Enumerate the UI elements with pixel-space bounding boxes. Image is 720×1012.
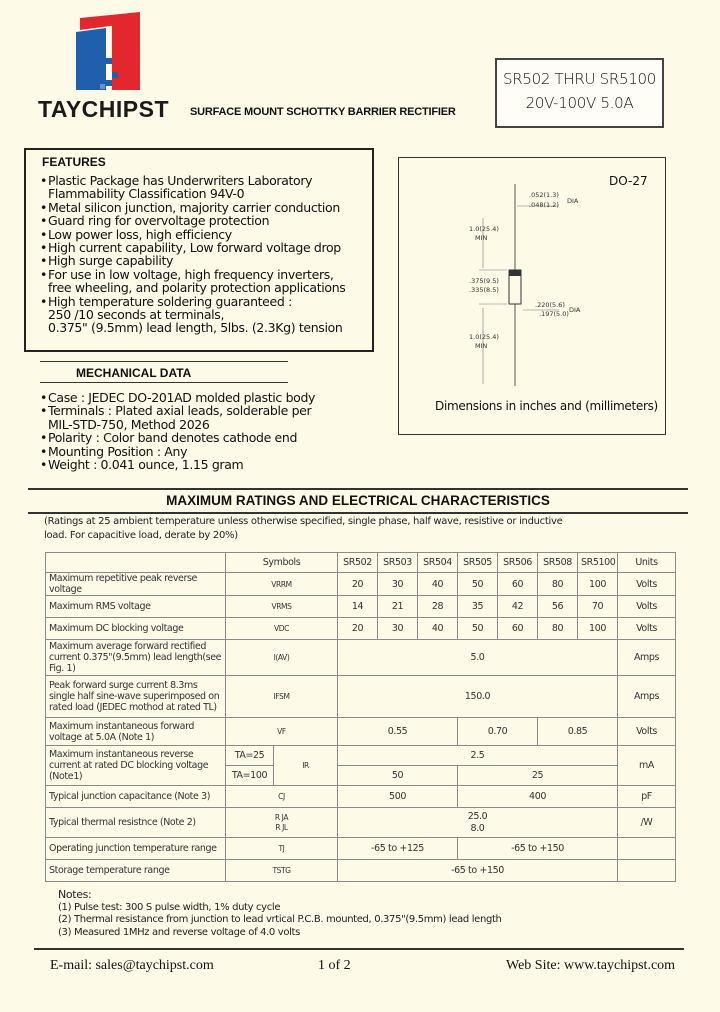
cell-unit: Amps (618, 640, 676, 676)
cell-value: -65 to +150 (458, 838, 618, 860)
row-label: Maximum average forward rectified current 0.375"(9.5mm) lead length(see Fig. 1) (46, 640, 226, 676)
header-sr503: SR503 (378, 553, 418, 573)
cell-unit (618, 838, 676, 860)
row-label: Storage temperature range (46, 860, 226, 882)
header-symbols: Symbols (226, 553, 338, 573)
list-item: 250 /10 seconds at terminals, (48, 307, 225, 323)
table-row (46, 640, 676, 676)
ratings-divider-top (28, 488, 688, 490)
cell-unit: /W (618, 808, 676, 838)
row-symbol: VF (226, 718, 338, 746)
list-item: • Weight : 0.041 ounce, 1.15 gram (40, 458, 315, 471)
cell-value: 80 (538, 573, 578, 596)
list-item: • High current capability, Low forward voltage drop (40, 241, 345, 254)
cell-unit (618, 860, 676, 882)
header-sr505: SR505 (458, 553, 498, 573)
list-item: • Low power loss, high efficiency (40, 228, 345, 241)
table-row (46, 786, 676, 808)
table-row (46, 618, 676, 640)
cell-unit: Amps (618, 676, 676, 718)
row-symbol: CJ (226, 786, 338, 808)
lead-dia-2: .048(1.2) (529, 201, 559, 209)
ratings-divider-bottom (28, 512, 688, 514)
ratings-note-line2: load. For capacitive load, derate by 20%) (44, 530, 238, 541)
part-number-box (495, 58, 664, 128)
row-label: Typical junction capacitance (Note 3) (46, 786, 226, 808)
list-item: • High temperature soldering guaranteed : (40, 295, 345, 308)
diode-outline (399, 158, 665, 434)
cell-value: 30 (378, 573, 418, 596)
row-label: Maximum instantaneous reverse current at rated DC blocking voltage (Note1) (46, 746, 226, 786)
header-sr5100: SR5100 (578, 553, 618, 573)
cell-unit: Volts (618, 618, 676, 640)
list-item: • Case : JEDEC DO-201AD molded plastic body (40, 391, 315, 404)
notes-title: Notes: (58, 888, 92, 901)
cell-value: -65 to +125 (338, 838, 458, 860)
cell-value: 42 (498, 596, 538, 618)
symbol-rja: R JA (274, 812, 289, 822)
table-row (46, 860, 676, 882)
logo-graphic (76, 10, 144, 94)
cell-value: -65 to +150 (338, 860, 618, 882)
cell-value: 70 (578, 596, 618, 618)
cell-value: 20 (338, 618, 378, 640)
features-list (40, 174, 345, 335)
list-item: • Polarity : Color band denotes cathode end (40, 431, 315, 444)
cell-value: 0.70 (458, 718, 538, 746)
note-3: (3) Measured 1MHz and reverse voltage of 4.0 volts (58, 926, 300, 938)
header-sr506: SR506 (498, 553, 538, 573)
cell-value: 21 (378, 596, 418, 618)
package-name: DO-27 (609, 174, 648, 188)
row-label: Typical thermal resistnce (Note 2) (46, 808, 226, 838)
lead-dia-1: .052(1.3) (529, 191, 559, 199)
header-sr502: SR502 (338, 553, 378, 573)
list-item: • Terminals : Plated axial leads, solderable per (40, 404, 315, 417)
cell-value: 100 (578, 618, 618, 640)
mechanical-divider-top (40, 361, 288, 362)
lead-len-top-1: 1.0(25.4) (469, 225, 499, 233)
table-row (46, 808, 676, 838)
row-label: Maximum DC blocking voltage (46, 618, 226, 640)
list-item: • High surge capability (40, 254, 345, 267)
part-range: SR502 THRU SR5100 (503, 70, 656, 88)
list-item: 0.375" (9.5mm) lead length, 5lbs. (2.3Kg) tension (48, 320, 343, 336)
list-item: MIL-STD-750, Method 2026 (48, 416, 210, 432)
cell-value: 14 (338, 596, 378, 618)
value-rjl: 8.0 (470, 822, 485, 834)
brand-name: TAYCHIPST (38, 96, 170, 122)
header-sr508: SR508 (538, 553, 578, 573)
cell-value: 50 (338, 766, 458, 786)
lead-len-top-2: MIN (475, 234, 488, 242)
row-symbol: TJ (226, 838, 338, 860)
cell-value: 2.5 (338, 746, 618, 766)
cell-value: 25 (458, 766, 618, 786)
table-row (46, 573, 676, 596)
cell-value: 0.85 (538, 718, 618, 746)
mechanical-divider-bottom (40, 382, 288, 383)
row-symbol: VRMS (226, 596, 338, 618)
note-2: (2) Thermal resistance from junction to lead vrtical P.C.B. mounted, 0.375"(9.5mm) lead length (58, 914, 502, 925)
cell-unit: Volts (618, 718, 676, 746)
list-item: • Mounting Position : Any (40, 445, 315, 458)
table-row (46, 718, 676, 746)
ratings-note-line1: (Ratings at 25 ambient temperature unless otherwise specified, single phase, half wave, resistive or inductive (44, 516, 563, 527)
header-units: Units (618, 553, 676, 573)
cell-unit: Volts (618, 596, 676, 618)
row-symbol: VRRM (226, 573, 338, 596)
list-item: • For use in low voltage, high frequency inverters, (40, 268, 345, 281)
cell-value: 0.55 (338, 718, 458, 746)
table-row (46, 838, 676, 860)
row-symbol: IR (274, 746, 338, 786)
document-subtitle: SURFACE MOUNT SCHOTTKY BARRIER RECTIFIER (190, 106, 456, 118)
note-1: (1) Pulse test: 300 S pulse width, 1% duty cycle (58, 901, 281, 913)
table-row (46, 746, 676, 766)
list-item: • Guard ring for overvoltage protection (40, 214, 345, 227)
list-item: • Metal silicon junction, majority carrier conduction (40, 201, 345, 214)
cell-value: 150.0 (338, 676, 618, 718)
symbol-rjl: R JL (275, 822, 288, 832)
table-row (46, 596, 676, 618)
cell-value: 80 (538, 618, 578, 640)
cell-value: 35 (458, 596, 498, 618)
cell-unit: mA (618, 746, 676, 786)
diagram-caption: Dimensions in inches and (millimeters) (435, 399, 658, 413)
company-logo (76, 10, 144, 94)
table-header-row (46, 553, 676, 573)
part-ratings: 20V-100V 5.0A (525, 94, 634, 112)
cell-value: 60 (498, 573, 538, 596)
footer-page-number: 1 of 2 (318, 958, 351, 973)
cell-value: 50 (458, 618, 498, 640)
row-label: Maximum RMS voltage (46, 596, 226, 618)
condition-ta25: TA=25 (226, 746, 274, 766)
cell-unit: Volts (618, 573, 676, 596)
ratings-table (45, 552, 676, 882)
cell-value: 30 (378, 618, 418, 640)
features-heading: FEATURES (42, 155, 106, 169)
row-symbol: TSTG (226, 860, 338, 882)
body-dia-1: .220(5.6) (535, 301, 565, 309)
cell-value: 40 (418, 618, 458, 640)
features-box (24, 148, 374, 352)
footer-website[interactable]: Web Site: www.taychipst.com (506, 958, 676, 973)
cell-value: 50 (458, 573, 498, 596)
body-len-1: .375(9.5) (469, 277, 499, 285)
cell-value: 100 (578, 573, 618, 596)
row-symbol (226, 808, 338, 838)
mechanical-list (40, 391, 315, 471)
row-label: Operating junction temperature range (46, 838, 226, 860)
list-item: Flammability Classification 94V-0 (48, 186, 245, 202)
lead-len-bottom-2: MIN (475, 342, 488, 350)
package-diagram (398, 157, 666, 435)
row-symbol: IFSM (226, 676, 338, 718)
lead-dia-label: DIA (567, 197, 579, 205)
header-sr504: SR504 (418, 553, 458, 573)
footer-email[interactable]: E-mail: sales@taychipst.com (50, 958, 214, 973)
lead-len-bottom-1: 1.0(25.4) (469, 333, 499, 341)
cell-value: 400 (458, 786, 618, 808)
cell-value: 28 (418, 596, 458, 618)
list-item: • Plastic Package has Underwriters Laboratory (40, 174, 345, 187)
footer-divider (34, 948, 684, 950)
notes-block (58, 889, 502, 939)
cell-value: 40 (418, 573, 458, 596)
cell-value: 500 (338, 786, 458, 808)
body-len-2: .335(8.5) (469, 286, 499, 294)
cell-value: 60 (498, 618, 538, 640)
cell-unit: pF (618, 786, 676, 808)
cell-value: 56 (538, 596, 578, 618)
cell-value: 20 (338, 573, 378, 596)
table-row (46, 676, 676, 718)
ratings-title: MAXIMUM RATINGS AND ELECTRICAL CHARACTERISTICS (166, 493, 550, 508)
body-dia-2: .197(5.0) (539, 310, 569, 318)
condition-ta100: TA=100 (226, 766, 274, 786)
cell-value: 5.0 (338, 640, 618, 676)
value-rja: 25.0 (467, 810, 488, 822)
row-label: Peak forward surge current 8.3ms single half sine-wave superimposed on rated load (JEDEC mothod at rated TL) (46, 676, 226, 718)
cell-value (338, 808, 618, 838)
row-label: Maximum instantaneous forward voltage at 5.0A (Note 1) (46, 718, 226, 746)
row-symbol: VDC (226, 618, 338, 640)
row-label: Maximum repetitive peak reverse voltage (46, 573, 226, 596)
row-symbol: I(AV) (226, 640, 338, 676)
body-dia-label: DIA (569, 306, 581, 314)
mechanical-heading: MECHANICAL DATA (76, 366, 192, 380)
list-item: free wheeling, and polarity protection applications (48, 280, 346, 296)
